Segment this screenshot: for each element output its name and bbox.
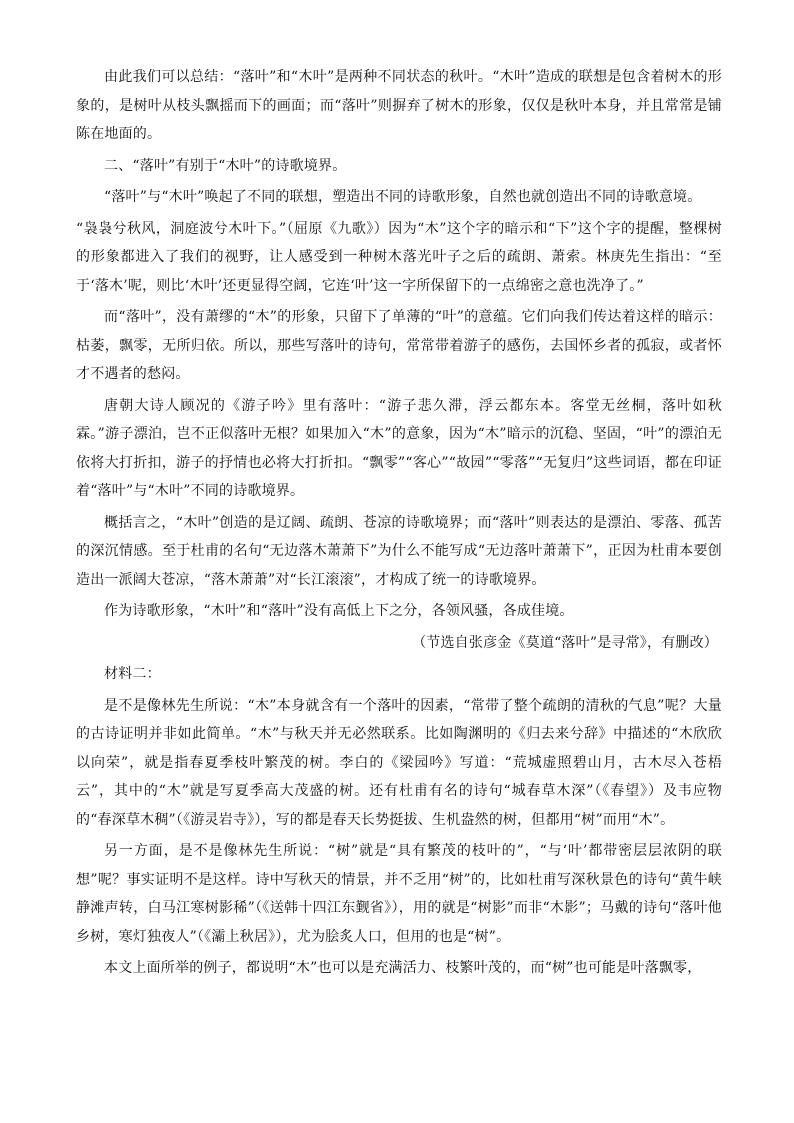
paragraph: 唐朝大诗人顾况的《游子吟》里有落叶：“游子悲久滞，浮云都东本。客堂无丝桐，落叶如秋霖。”游子漂泊，岂不正似落叶无根？如果加入“木”的意象，因为“木”暗示的沉稳、坚固，“叶”的漂泊无依将大打折扣，游子的抒情也必将大打折扣。“飘零”“客心”“故园”“零落”“无复归”这些词语，都在印证着“落叶”与“木叶”不同的诗歌境界。 [76, 397, 722, 499]
paragraph: 是不是像林先生所说：“木”本身就含有一个落叶的因素，“常带了整个疏朗的清秋的气息”呢？大量的古诗证明并非如此简单。“木”与秋天并无必然联系。比如陶渊明的《归去来兮辞》中描述的“木欣欣以向荣”，就是指春夏季枝叶繁茂的树。李白的《梁园吟》写道：“荒城虚照碧山月，古木尽入苍梧云”，其中的“木”就是写夏季高大茂盛的树。还有杜甫有名的诗句“城春草木深”（《春望》）及韦应物的“春深草木稠”（《游灵岩寺》），写的都是春天长势挺拔、生机盎然的树，但都用“树”而用“木”。 [76, 697, 722, 828]
source-citation: （节选自张彦金《莫道“落叶”是寻常》，有删改） [412, 634, 718, 651]
section-heading: 二、“落叶”有别于“木叶”的诗歌境界。 [104, 157, 347, 174]
paragraph: 由此我们可以总结：“落叶”和“木叶”是两种不同状态的秋叶。“木叶”造成的联想是包含着树木的形象的，是树叶从枝头飘摇而下的画面；而“落叶”则摒弃了树木的形象，仅仅是秋叶本身，并且常常是铺陈在地面的。 [76, 69, 722, 142]
paragraph: 而“落叶”，没有萧缪的“木”的形象，只留下了单薄的“叶”的意蕴。它们向我们传达着这样的暗示：枯萎，飘零，无所归依。所以，那些写落叶的诗句，常常带着游子的感伤，去国怀乡者的孤寂，或者怀才不遇者的愁闷。 [76, 309, 722, 382]
paragraph: 另一方面，是不是像林先生所说：“树”就是“具有繁茂的枝叶的”，“与‘叶’都带密层层浓阴的联想”呢？事实证明不是这样。诗中写秋天的情景，并不乏用“树”的，比如杜甫写深秋景色的诗句“黄牛峡静滩声转，白马江寒树影稀”（《送韩十四江东觐省》），用的就是“树影”而非“木影”；马戴的诗句“落叶他乡树，寒灯独夜人”（《灞上秋居》），尤为脍炙人口，但用的也是“树”。 [76, 843, 722, 945]
paragraph: “袅袅兮秋风，洞庭波兮木叶下。”（屈原《九歌》）因为“木”这个字的暗示和“下”这个字的提醒，整棵树的形象都进入了我们的视野，让人感受到一种树木落光叶子之后的疏朗、萧索。林庚先生指出：“至于‘落木’呢，则比‘木叶’还更显得空阔，它连‘叶’这一字所保留下的一点绵密之意也洗净了。” [76, 220, 722, 294]
section-label: 材料二： [104, 666, 161, 682]
paragraph: 作为诗歌形象，“木叶”和“落叶”没有高低上下之分，各领风骚，各成佳境。 [104, 603, 574, 619]
paragraph: 本文上面所举的例子，都说明“木”也可以是充满活力、枝繁叶茂的，而“树”也可能是叶落飘零， [104, 960, 702, 976]
paragraph: 概括言之，“木叶”创造的是辽阔、疏朗、苍凉的诗歌境界；而“落叶”则表达的是漂泊、零落、孤苦的深沉情感。至于杜甫的名句“无边落木萧萧下”为什么不能写成“无边落叶萧萧下”，正因为杜甫本要创造出一派阔大苍凉，“落木萧萧”对“长江滚滚”，才构成了统一的诗歌境界。 [76, 514, 722, 588]
paragraph: “落叶”与“木叶”唤起了不同的联想，塑造出不同的诗歌形象，自然也就创造出不同的诗歌意境。 [104, 189, 702, 205]
article-body [76, 63, 722, 986]
